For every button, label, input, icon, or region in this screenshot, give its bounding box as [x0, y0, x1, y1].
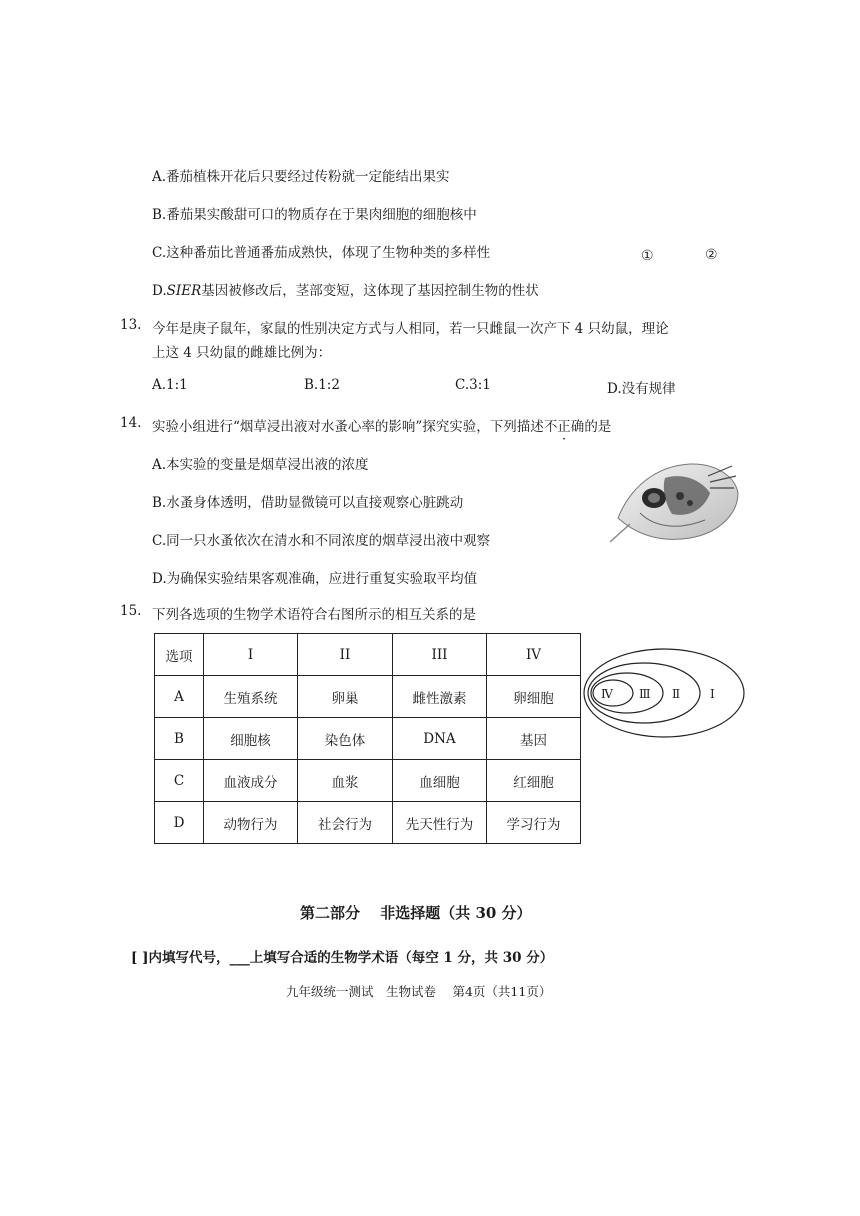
- q14-emph-text: 不正确: [543, 419, 585, 435]
- ellipse-iv: [593, 680, 633, 706]
- part2-title: 第二部分 非选择题（共 30 分）: [300, 904, 532, 922]
- table-row: [155, 718, 581, 760]
- q14-stem-end: 的是: [584, 419, 612, 435]
- table-cell: 血细胞: [393, 760, 487, 802]
- q13-option-a: A.1:1: [152, 377, 188, 393]
- page-footer: 九年级统一测试 生物试卷 第4页（共11页）: [286, 984, 552, 999]
- table-cell: 染色体: [298, 718, 393, 760]
- table-header-cell: III: [393, 634, 487, 676]
- q12-option-b: B.番茄果实酸甜可口的物质存在于果肉细胞的细胞核中: [152, 207, 477, 223]
- figure-label-2: ②: [705, 247, 718, 263]
- table-cell: 血浆: [298, 760, 393, 802]
- q12-option-c: C.这种番茄比普通番茄成熟快，体现了生物种类的多样性: [152, 245, 491, 261]
- q14-option-b: B.水蚤身体透明，借助显微镜可以直接观察心脏跳动: [152, 495, 464, 511]
- table-header-cell: IV: [487, 634, 581, 676]
- q12-option-a: A.番茄植株开花后只要经过传粉就一定能结出果实: [152, 169, 450, 185]
- table-cell: 细胞核: [204, 718, 298, 760]
- q14-stem: [152, 415, 611, 435]
- table-cell: 卵巢: [298, 676, 393, 718]
- table-header-cell: II: [298, 634, 393, 676]
- table-cell: C: [155, 760, 204, 802]
- q13-option-c: C.3:1: [455, 377, 491, 393]
- table-row: [155, 802, 581, 844]
- table-cell: 动物行为: [204, 802, 298, 844]
- q13-number: 13.: [120, 317, 142, 333]
- q12-option-d: [152, 279, 539, 299]
- table-cell: A: [155, 676, 204, 718]
- q14-number: 14.: [120, 415, 142, 431]
- part2-instruction: [ ]内填写代号，___上填写合适的生物学术语（每空 1 分，共 30 分）: [131, 950, 554, 966]
- q13-stem-line2: 上这 4 只幼鼠的雌雄比例为：: [152, 345, 332, 361]
- table-cell: 学习行为: [487, 802, 581, 844]
- table-cell: 先天性行为: [393, 802, 487, 844]
- table-header-cell: I: [204, 634, 298, 676]
- q12-option-d-prefix: D.: [152, 283, 167, 299]
- ellipse-label-ii: Ⅱ: [672, 687, 681, 701]
- q14-option-a: A.本实验的变量是烟草浸出液的浓度: [152, 457, 369, 473]
- table-row: [155, 676, 581, 718]
- table-cell: B: [155, 718, 204, 760]
- q14-stem-emphasis: [544, 419, 585, 435]
- q15-answer-table: [154, 633, 581, 844]
- table-cell: 红细胞: [487, 760, 581, 802]
- q14-stem-main: 实验小组进行“烟草浸出液对水蚤心率的影响”探究实验，下列描述: [152, 419, 544, 435]
- q14-option-d: D.为确保实验结果客观准确，应进行重复实验取平均值: [152, 571, 478, 587]
- figure-label-1: ①: [641, 248, 654, 264]
- q13-stem-line1: 今年是庚子鼠年，家鼠的性别决定方式与人相同，若一只雌鼠一次产下 4 只幼鼠，理论: [152, 321, 669, 337]
- q12-option-d-gene: SIER: [166, 283, 202, 299]
- q15-stem: 下列各选项的生物学术语符合右图所示的相互关系的是: [152, 607, 476, 623]
- ellipse-label-iii: Ⅲ: [639, 687, 651, 701]
- table-cell: 卵细胞: [487, 676, 581, 718]
- daphnia-image: [610, 458, 740, 544]
- table-cell: 血液成分: [204, 760, 298, 802]
- q12-option-d-rest: 基因被修改后，茎部变短，这体现了基因控制生物的性状: [201, 283, 539, 299]
- q13-option-d: D.没有规律: [607, 381, 676, 397]
- ellipse-label-iv: Ⅳ: [601, 687, 613, 701]
- q13-option-b: B.1:2: [304, 377, 340, 393]
- table-cell: 基因: [487, 718, 581, 760]
- nested-ellipse-diagram: [582, 646, 748, 740]
- ellipse-label-i: Ⅰ: [710, 687, 715, 701]
- table-cell: DNA: [393, 718, 487, 760]
- table-header-cell: 选项: [155, 634, 204, 676]
- table-row: [155, 760, 581, 802]
- q14-option-c: C.同一只水蚤依次在清水和不同浓度的烟草浸出液中观察: [152, 533, 491, 549]
- table-header-row: [155, 634, 581, 676]
- table-cell: D: [155, 802, 204, 844]
- q15-number: 15.: [120, 603, 142, 619]
- table-cell: 生殖系统: [204, 676, 298, 718]
- table-cell: 雌性激素: [393, 676, 487, 718]
- table-cell: 社会行为: [298, 802, 393, 844]
